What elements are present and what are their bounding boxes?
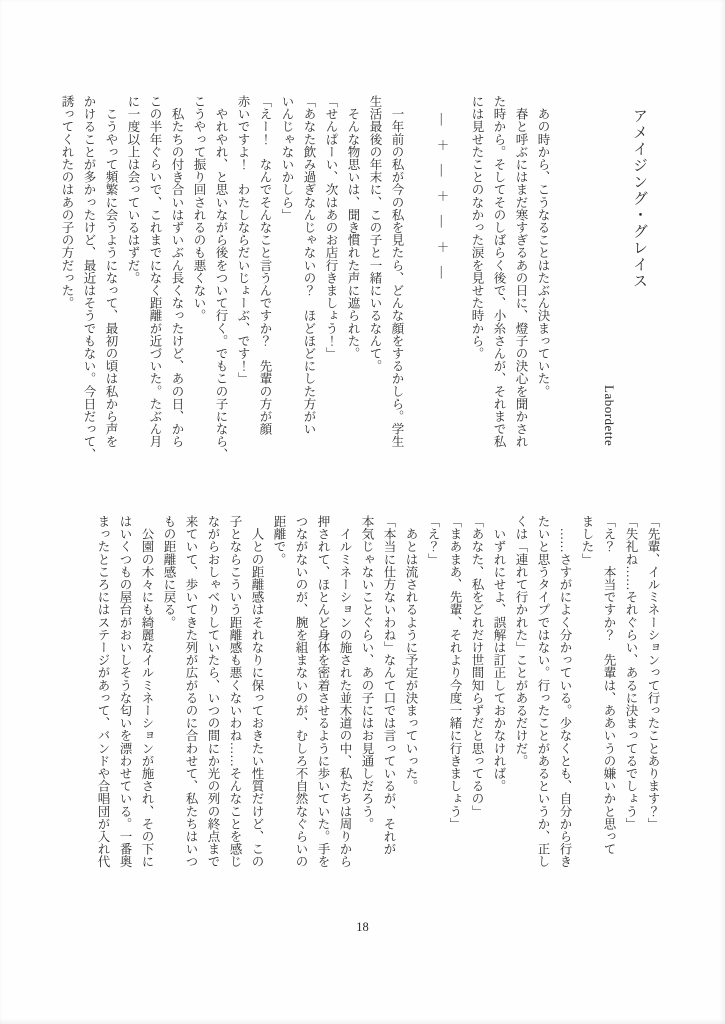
text-column: 「あなた飲み過ぎなんじゃないの？ ほどほどにした方がい	[302, 95, 316, 436]
text-column: 「え？ 本当ですか？ 先輩は、ああいうの嫌いかと思って	[602, 515, 616, 856]
text-column: ……さすがによく分かっている。少なくとも、自分から行き	[558, 515, 572, 868]
text-column: 公園の木々にも綺麗なイルミネーションが施され、その下に	[140, 515, 154, 868]
page-number: 18	[356, 920, 369, 934]
text-column: 距離で。	[272, 515, 286, 566]
text-column: イルミネーションの施された並木道の中、私たちは周りから	[338, 515, 352, 868]
text-column: 押されて、ほとんど身体を密着させるように歩いていた。手を	[316, 515, 330, 868]
text-column: 「せんぱーい、次はあのお店行きましょう！」	[324, 95, 338, 360]
text-column: ました」	[580, 515, 594, 566]
story-title: アメイジング・グレイス	[631, 108, 647, 290]
text-column: た時から。そしてそのしばらく後で、小糸さんが、それまで私	[492, 95, 506, 448]
text-column: つながないのが、腕を組まないのが、むしろ不自然なぐらいの	[294, 515, 308, 868]
text-column: ながらおしゃべりしていたら、いつの間にか光の列の終点まで	[206, 515, 220, 868]
text-column: もの距離感に戻る。	[162, 515, 176, 629]
text-column: こうやって頻繁に会うようになって、最初の頃は私から声を	[104, 95, 118, 448]
text-column: 「まあまあ、先輩、それより今度一緒に行きましょう」	[448, 515, 462, 830]
text-column: いずれにせよ、誤解は訂正しておかなければ。	[492, 515, 506, 793]
text-column: あの時から、こうなることはたぶん決まっていた。	[536, 95, 550, 398]
text-column: 「あなた、私をどれだけ世間知らずだと思ってるの」	[470, 515, 484, 818]
text-column: たいと思うタイプではない。行ったことがあるというか、正し	[536, 515, 550, 868]
text-column: まったところにはステージがあって、バンドや合唱団が入れ代	[96, 515, 110, 868]
text-column: 「えー！ なんでそんなこと言うんですか？ 先輩の方が顔	[258, 95, 272, 436]
text-column: あとは流されるように予定が決まっていった。	[404, 515, 418, 793]
text-column: 私たちの付き合いはずいぶん長くなったけど、あの日、から	[170, 95, 184, 448]
text-column: に一度以上は会っているはずだ。	[126, 95, 140, 284]
text-column: くは「連れて行かれた」ことがあるだけだ。	[514, 515, 528, 767]
text-column: 一年前の私が今の私を見たら、どんな顔をするかしら。学生	[390, 95, 404, 448]
text-column: 赤いですよ！ わたしならだいじょーぶ、です！」	[236, 95, 250, 385]
text-column: 人との距離感はそれなりに保っておきたい性質だけど、この	[250, 515, 264, 868]
upper-text-band	[56, 95, 654, 463]
text-column: 本気じゃないことぐらい、あの子にはお見通しだろう。	[360, 515, 374, 830]
text-column: 「え？」	[426, 515, 440, 566]
text-column: そんな物思いは、聞き慣れた声に遮られた。	[346, 95, 360, 360]
section-separator: ―＋―＋―＋―	[435, 113, 449, 292]
text-column: 誘ってくれたのはあの子の方だった。	[60, 95, 74, 310]
text-column: 春と呼ぶにはまだ寒すぎるあの日に、燈子の決心を聞かされ	[514, 95, 528, 448]
author-name: Labordette	[602, 385, 617, 447]
text-column: いんじゃないかしら」	[280, 95, 294, 221]
text-column: この半年ぐらいで、これまでになく距離が近づいた。たぶん月	[148, 95, 162, 448]
text-column: 子とならこういう距離感も悪くないわね……そんなことを感じ	[228, 515, 242, 868]
text-column: はいくつもの屋台がおいしそうな匂いを漂わせている。一番奥	[118, 515, 132, 868]
lower-text-band	[92, 515, 664, 883]
text-column: 生活最後の年末に、この子と一緒にいるなんて。	[368, 95, 382, 373]
text-column: やれやれ、と思いながら後をついて行く。でもこの子になら、	[214, 95, 228, 461]
text-column: 「本当に仕方ないわね」なんて口では言っているが、それが	[382, 515, 396, 856]
text-column: こうやって振り回されるのも悪くない。	[192, 95, 206, 322]
text-column: には見せたことのなかった涙を見せた時から。	[470, 95, 484, 360]
text-column: かけることが多かったけど、最近はそうでもない。今日だって、	[82, 95, 96, 461]
text-column: 「先輩、イルミネーションって行ったことあります？」	[646, 515, 660, 830]
text-column: 「失礼ね……それぐらい、あるに決まってるでしょう」	[624, 515, 638, 830]
text-column: 来ていて、歩いてきた列が広がるのに合わせて、私たちはいつ	[184, 515, 198, 868]
